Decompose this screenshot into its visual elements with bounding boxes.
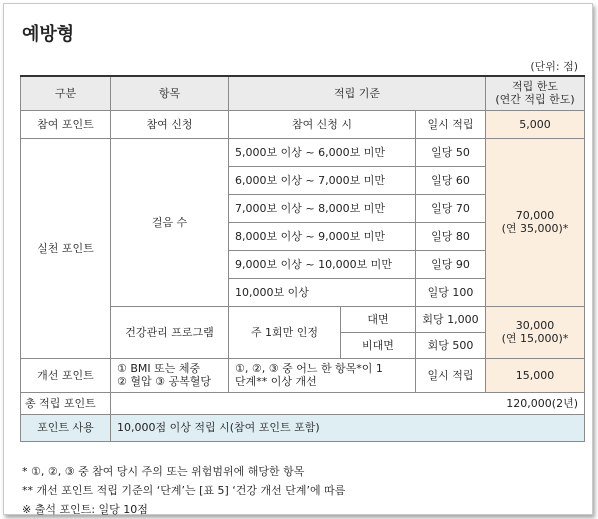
program-points: 회당 500 <box>416 332 486 358</box>
total-value: 120,000(2년) <box>111 392 585 414</box>
steps-range: 10,000보 이상 <box>229 278 416 306</box>
header-limit <box>486 76 585 110</box>
unit-label: (단위: 점) <box>530 60 578 73</box>
footnote-1: * ①, ②, ③ 중 참여 당시 주의 또는 위험범위에 해당한 항목 <box>22 465 305 478</box>
steps-points: 일당 60 <box>416 166 486 194</box>
header-limit-line2: (연간 적립 한도) <box>495 93 575 107</box>
steps-limit-line2: (연 35,000)* <box>501 222 569 235</box>
steps-range: 8,000보 이상 ~ 9,000보 미만 <box>229 222 416 250</box>
total-row <box>21 392 585 414</box>
footnote-3: ※ 출석 포인트: 일당 10점 <box>22 503 148 516</box>
practice-category: 실천 포인트 <box>21 138 111 358</box>
header-item: 항목 <box>111 76 229 110</box>
usage-value: 10,000점 이상 적립 시(참여 포인트 포함) <box>111 414 585 441</box>
improvement-row <box>21 358 585 392</box>
total-label: 총 적립 포인트 <box>21 392 111 414</box>
steps-points: 일당 50 <box>416 138 486 166</box>
steps-points: 일당 70 <box>416 194 486 222</box>
steps-range: 7,000보 이상 ~ 8,000보 미만 <box>229 194 416 222</box>
steps-limit <box>486 138 585 306</box>
steps-limit-line1: 70,000 <box>515 209 555 222</box>
usage-row <box>21 414 585 441</box>
program-limit-line1: 30,000 <box>515 319 555 332</box>
header-category: 구분 <box>21 76 111 110</box>
document-frame <box>3 3 593 515</box>
footnotes <box>22 462 345 519</box>
program-item: 건강관리 프로그램 <box>111 306 229 358</box>
improvement-method: 일시 적립 <box>416 358 486 392</box>
improvement-standard-line2: 단계** 이상 개선 <box>235 375 317 388</box>
footnote-2: ** 개선 포인트 적립 기준의 ‘단계’는 [표 5] ‘건강 개선 단계’에 따름 <box>22 484 346 497</box>
points-table <box>20 75 585 442</box>
usage-label: 포인트 사용 <box>21 414 111 441</box>
program-points: 회당 1,000 <box>416 306 486 332</box>
program-standard: 주 1회만 인정 <box>229 306 341 358</box>
participation-item: 참여 신청 <box>111 110 229 138</box>
header-limit-line1: 적립 한도 <box>511 80 558 94</box>
program-limit-line2: (연 15,000)* <box>501 332 569 345</box>
steps-range: 5,000보 이상 ~ 6,000보 미만 <box>229 138 416 166</box>
steps-row <box>21 138 585 166</box>
improvement-item-line2: ② 혈압 ③ 공복혈당 <box>117 375 211 388</box>
program-limit <box>486 306 585 358</box>
participation-method: 일시 적립 <box>416 110 486 138</box>
participation-row <box>21 110 585 138</box>
participation-category: 참여 포인트 <box>21 110 111 138</box>
improvement-limit: 15,000 <box>486 358 585 392</box>
participation-limit: 5,000 <box>486 110 585 138</box>
improvement-standard <box>229 358 416 392</box>
steps-points: 일당 100 <box>416 278 486 306</box>
program-type: 대면 <box>341 306 416 332</box>
page-title: 예방형 <box>22 24 75 45</box>
steps-range: 9,000보 이상 ~ 10,000보 미만 <box>229 250 416 278</box>
steps-points: 일당 90 <box>416 250 486 278</box>
steps-points: 일당 80 <box>416 222 486 250</box>
participation-standard: 참여 신청 시 <box>229 110 416 138</box>
header-standard: 적립 기준 <box>229 76 486 110</box>
steps-item: 걸음 수 <box>111 138 229 306</box>
header-row <box>21 76 585 110</box>
improvement-item <box>111 358 229 392</box>
steps-range: 6,000보 이상 ~ 7,000보 미만 <box>229 166 416 194</box>
improvement-category: 개선 포인트 <box>21 358 111 392</box>
improvement-standard-line1: ①, ②, ③ 중 어느 한 항목*이 1 <box>235 362 383 375</box>
improvement-item-line1: ① BMI 또는 체중 <box>117 362 201 375</box>
program-type: 비대면 <box>341 332 416 358</box>
